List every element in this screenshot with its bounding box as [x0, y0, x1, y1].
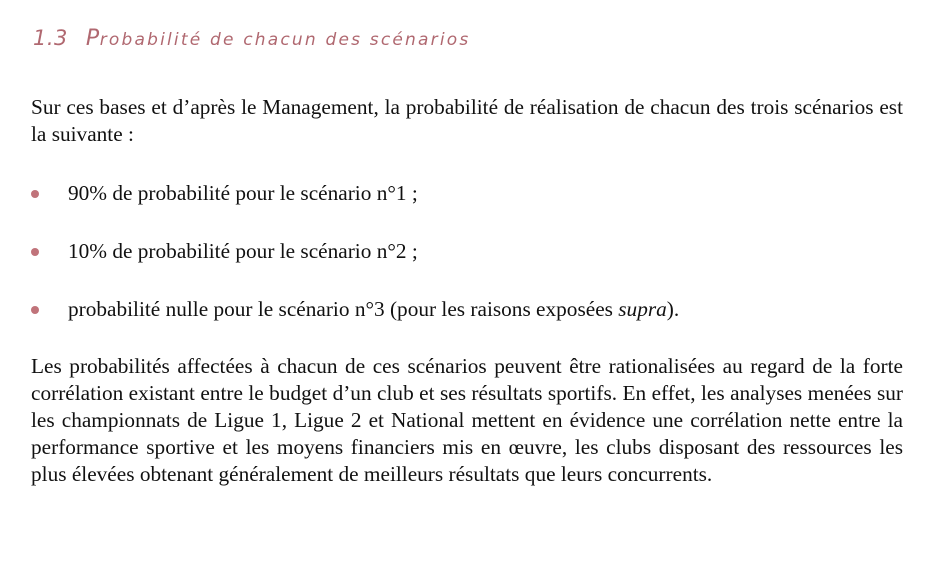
bullet-text: 10% de probabilité pour le scénario n°2 ;: [68, 239, 418, 263]
bullet-text-before: probabilité nulle pour le scénario n°3 (pour les raisons exposées: [68, 297, 619, 321]
section-title-initial: P: [85, 26, 100, 51]
bullet-text: [68, 296, 679, 323]
bullet-text-italic: supra: [618, 297, 667, 321]
closing-paragraph: Les probabilités affectées à chacun de ces scénarios peuvent être rationalisées au regard de la forte corrélation existant entre le budget d’un club et ses résultats sportifs. En effet, les analyses menées sur les championnats de Ligue 1, Ligue 2 et National mettent en évidence une corrélation nette entre la performance sportive et les moyens financiers mis en œuvre, les clubs disposant des ressources les plus élevées obtenant généralement de meilleurs résultats que leurs concurrents.: [31, 354, 903, 486]
section-title-rest: robabilité de chacun des scénarios: [99, 30, 471, 50]
bullet-text-after: ).: [666, 297, 680, 321]
bullet-dot-icon: [31, 190, 39, 198]
bullet-dot-icon: [31, 248, 39, 256]
section-heading: [33, 26, 470, 51]
section-number: 1.3: [33, 26, 68, 50]
bullet-text: 90% de probabilité pour le scénario n°1 ;: [68, 181, 418, 205]
intro-paragraph: Sur ces bases et d’après le Management, la probabilité de réalisation de chacun des trois scénarios est la suivante :: [31, 95, 903, 146]
bullet-dot-icon: [31, 306, 39, 314]
